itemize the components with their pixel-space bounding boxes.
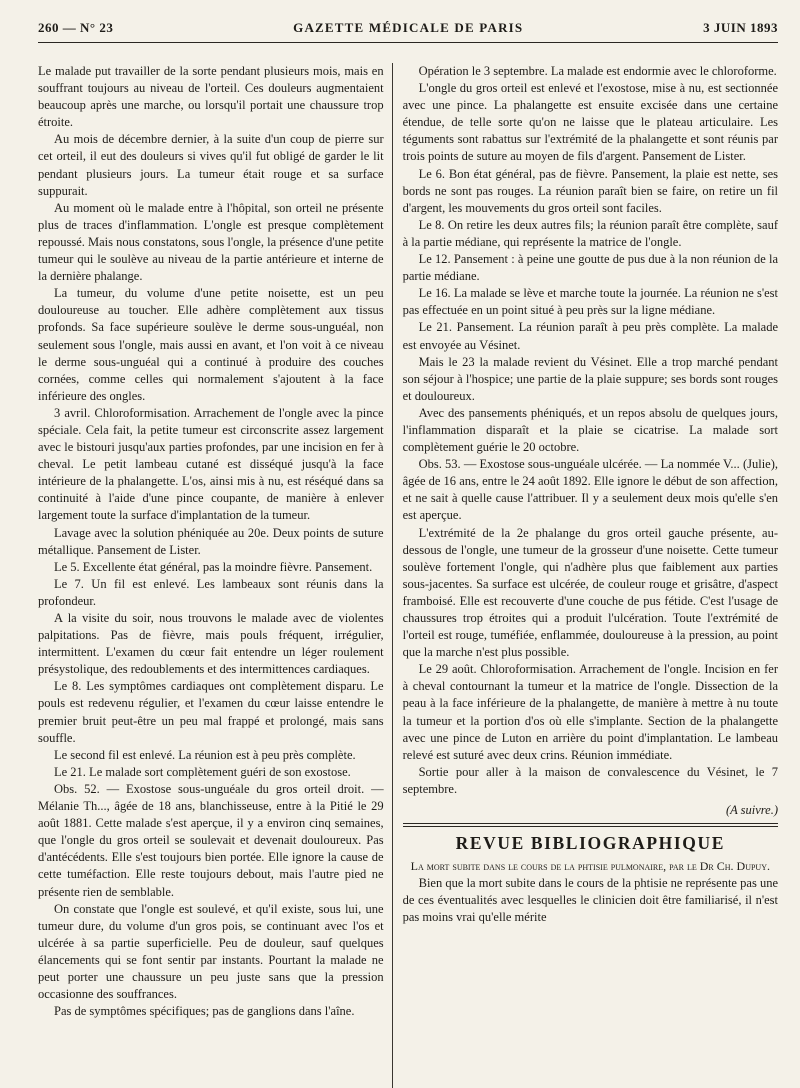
paragraph: Le second fil est enlevé. La réunion est à peu près complète. [54,747,356,762]
paragraph: On constate que l'ongle est soulevé, et qu'il existe, sous lui, une tumeur dure, du volume d'un gros pois, se continuant avec l'os et ulcérée à sa partie superficielle. Peu de douleur, sauf quelques élancements qui se font sentir par instants. Pourtant la malade ne peut porter une chaussure un peu juste sans que la pression occasionne des souffrances. [38,901,384,1002]
to-be-continued: (A suivre.) [725,803,779,818]
paragraph: Le 7. Un fil est enlevé. Les lambeaux sont réunis dans la profondeur. [38,576,384,608]
paragraph: Au mois de décembre dernier, à la suite d'un coup de pierre sur cet orteil, il eut des douleurs si vives qu'il fut obligé de garder le lit pendant plusieurs jours. La tumeur était rouge et sa surface suppurait. [38,132,384,198]
paragraph: Le malade put travailler de la sorte pendant plusieurs mois, mais en souffrant toujours au niveau de l'orteil. Ces douleurs augmentaient beaucoup après une marche, ou lorsqu'il portait une chaussure trop étroite. [38,64,384,130]
paragraph: L'extrémité de la 2e phalange du gros orteil gauche présente, au-dessous de l'ongle, une tumeur de la grosseur d'une noisette. Cette tumeur soulève fortement l'ongle, qui n'adhère plus que faiblement aux parties sous-jacentes. Sa surface est ulcérée, de couleur rouge et grisâtre, d'aspect framboisé. Elle est recouverte d'une couche de pus fétide. C'est l'usage de chaussures trop étroites qui a produit l'ulcération. Toute l'extrémité de l'orteil est rouge, tuméfiée, enflammée, douloureuse à la pression, au point que la marche n'est plus possible. [402,525,779,660]
paragraph: Le 12. Pansement : à peine une goutte de pus due à la non réunion de la partie médiane. [402,252,779,284]
paragraph: La tumeur, du volume d'une petite noisette, est un peu douloureuse au toucher. Elle adhère complètement aux tissus profonds. Sa face supérieure soulève le derme sous-unguéal, non seulement sous l'ongle, mais aussi en avant, et l'on voit à ce niveau le derme sous-unguéal qui a continué à produire des couches cornées, comme celles qui normalement s'ajoutent à la face inférieure des ongles. [38,286,384,403]
header-rule [38,42,778,43]
paragraph: Le 21. Pansement. La réunion paraît à peu près complète. La malade est envoyée au Vésinet. [402,320,779,352]
page-number: 260 — N° 23 [38,20,114,35]
review-subtitle: La mort subite dans le cours de la phtisie pulmonaire, par le Dr Ch. Dupuy. [410,859,770,874]
journal-title: GAZETTE MÉDICALE DE PARIS [293,20,524,35]
right-column [395,63,778,1088]
observation-53: Obs. 53. — Exostose sous-unguéale ulcérée. — La nommée V... (Julie), âgée de 16 ans, entre le 24 août 1892. Elle ignore le début de son affection, et ne sait à quelle cause l'attribuer. Il y a seulement deux mois qu'elle s'en est aperçue. [402,457,779,523]
paragraph: Le 6. Bon état général, pas de fièvre. Pansement, la plaie est nette, ses bords ne sont pas rouges. La réunion paraît bien se faire, on retire un fil d'argent, les mouvements du gros orteil sont faciles. [402,166,779,215]
paragraph: Avec des pansements phéniqués, et un repos absolu de quelques jours, l'inflammation disparaît et la plaie se cicatrise. La malade sort complètement guérie le 20 octobre. [402,405,779,455]
paragraph: Le 5. Excellente état général, pas la moindre fièvre. Pansement. [54,559,373,574]
paragraph: Opération le 3 septembre. La malade est endormie avec le chloroforme. [418,64,777,78]
paragraph: Sortie pour aller à la maison de convalescence du Vésinet, le 7 septembre. [402,764,779,796]
paragraph: 3 avril. Chloroformisation. Arrachement de l'ongle avec la pince spéciale. Cela fait, la petite tumeur est circonscrite assez largement avec le bistouri jusqu'aux parties profondes, par une incision en fer à cheval. Le petit lambeau cutané est disséqué jusqu'à la face intérieure de la phalangette. L'os, ainsi mis à nu, est réséqué dans sa continuité à l'aide d'une pince coupante, de manière à enlever largement toute la surface d'implantation de la tumeur. [38,405,384,523]
paragraph: Lavage avec la solution phéniquée au 20e. Deux points de suture métallique. Pansement de Lister. [38,525,384,557]
paragraph: Mais le 23 la malade revient du Vésinet. Elle a trop marché pendant son séjour à l'hospice; une partie de la plaie suppure; ses bords sont rouges et douloureux. [402,354,779,403]
paragraph: Au moment où le malade entre à l'hôpital, son orteil ne présente plus de traces d'inflammation. L'ongle est presque complètement repoussé. Mais nous constatons, sous l'ongle, la présence d'une petite tumeur qui le soulève au niveau de la partie antérieure et interne de la dernière phalange. [38,200,384,284]
paragraph: L'ongle du gros orteil est enlevé et l'exostose, mise à nu, est sectionnée avec une pince. La phalangette est ensuite excisée dans une certaine étendue, de telle sorte qu'on ne laisse que le plateau articulaire. Les téguments sont rabattus sur l'extrémité de la phalangette et sont réunis par trois points de suture au moyen de fils d'argent. Pansement de Lister. [402,81,779,164]
paragraph: Le 8. On retire les deux autres fils; la réunion paraît être complète, sauf à la partie médiane, qui représente la matrice de l'ongle. [402,217,779,249]
issue-date: 3 JUIN 1893 [703,20,778,35]
observation-52: Obs. 52. — Exostose sous-unguéale du gros orteil droit. — Mélanie Th..., âgée de 18 ans, blanchisseuse, entre à la Pitié le 29 août 1881. Cette malade s'est aperçue, il y a environ cinq semaines, que l'ongle du gros orteil se soulevait et devenait douloureux. Pas d'antécédents. Elle s'est toujours bien portée. Elle ignore la cause de cette tuméfaction. Elle reste toujours debout, mais l'autre pied ne présente rien de semblable. [38,781,384,899]
paragraph: Le 21. Le malade sort complètement guéri de son exostose. [54,764,351,779]
left-column [38,63,390,1088]
review-body: Bien que la mort subite dans le cours de la phtisie ne représente pas une de ces éventualités avec lesquelles le clinicien doit être familiarisé, il n'est pas moins vrai qu'elle mérite [402,876,779,925]
paragraph: Le 16. La malade se lève et marche toute la journée. La réunion ne s'est pas effectuée en un point situé à peu près sur la ligne médiane. [402,286,779,318]
paragraph: Pas de symptômes spécifiques; pas de ganglions dans l'aîne. [54,1004,355,1019]
column-divider [392,63,393,1088]
section-title: REVUE BIBLIOGRAPHIQUE [455,833,726,854]
paragraph: Le 8. Les symptômes cardiaques ont complètement disparu. Le pouls est redevenu régulier, et l'examen du cœur laisse entendre le premier bruit peut-être un peu mal frappé et prolongé, mais sans souffle. [38,679,384,745]
paragraph: Le 29 août. Chloroformisation. Arrachement de l'ongle. Incision en fer à cheval contournant la tumeur et la matrice de l'ongle. Dissection de la peau à la face inférieure de la phalangette, de manière à mettre à nu toute la tumeur et la portion d'os où elle s'implante. Section de la phalangette avec une pince de Luton en arrière du point d'implantation. Le lambeau relevé est suturé avec deux crins. Réunion immédiate. [402,662,779,762]
running-header [38,20,778,38]
article-columns [38,63,778,1088]
paragraph: A la visite du soir, nous trouvons le malade avec de violentes palpitations. Pas de fièvre, mais pouls fréquent, irrégulier, intermittent. L'examen du cœur fait entendre un léger roulement présystolique, des redoublements et des intermittences cardiaques. [38,611,384,677]
section-rule [403,823,778,827]
